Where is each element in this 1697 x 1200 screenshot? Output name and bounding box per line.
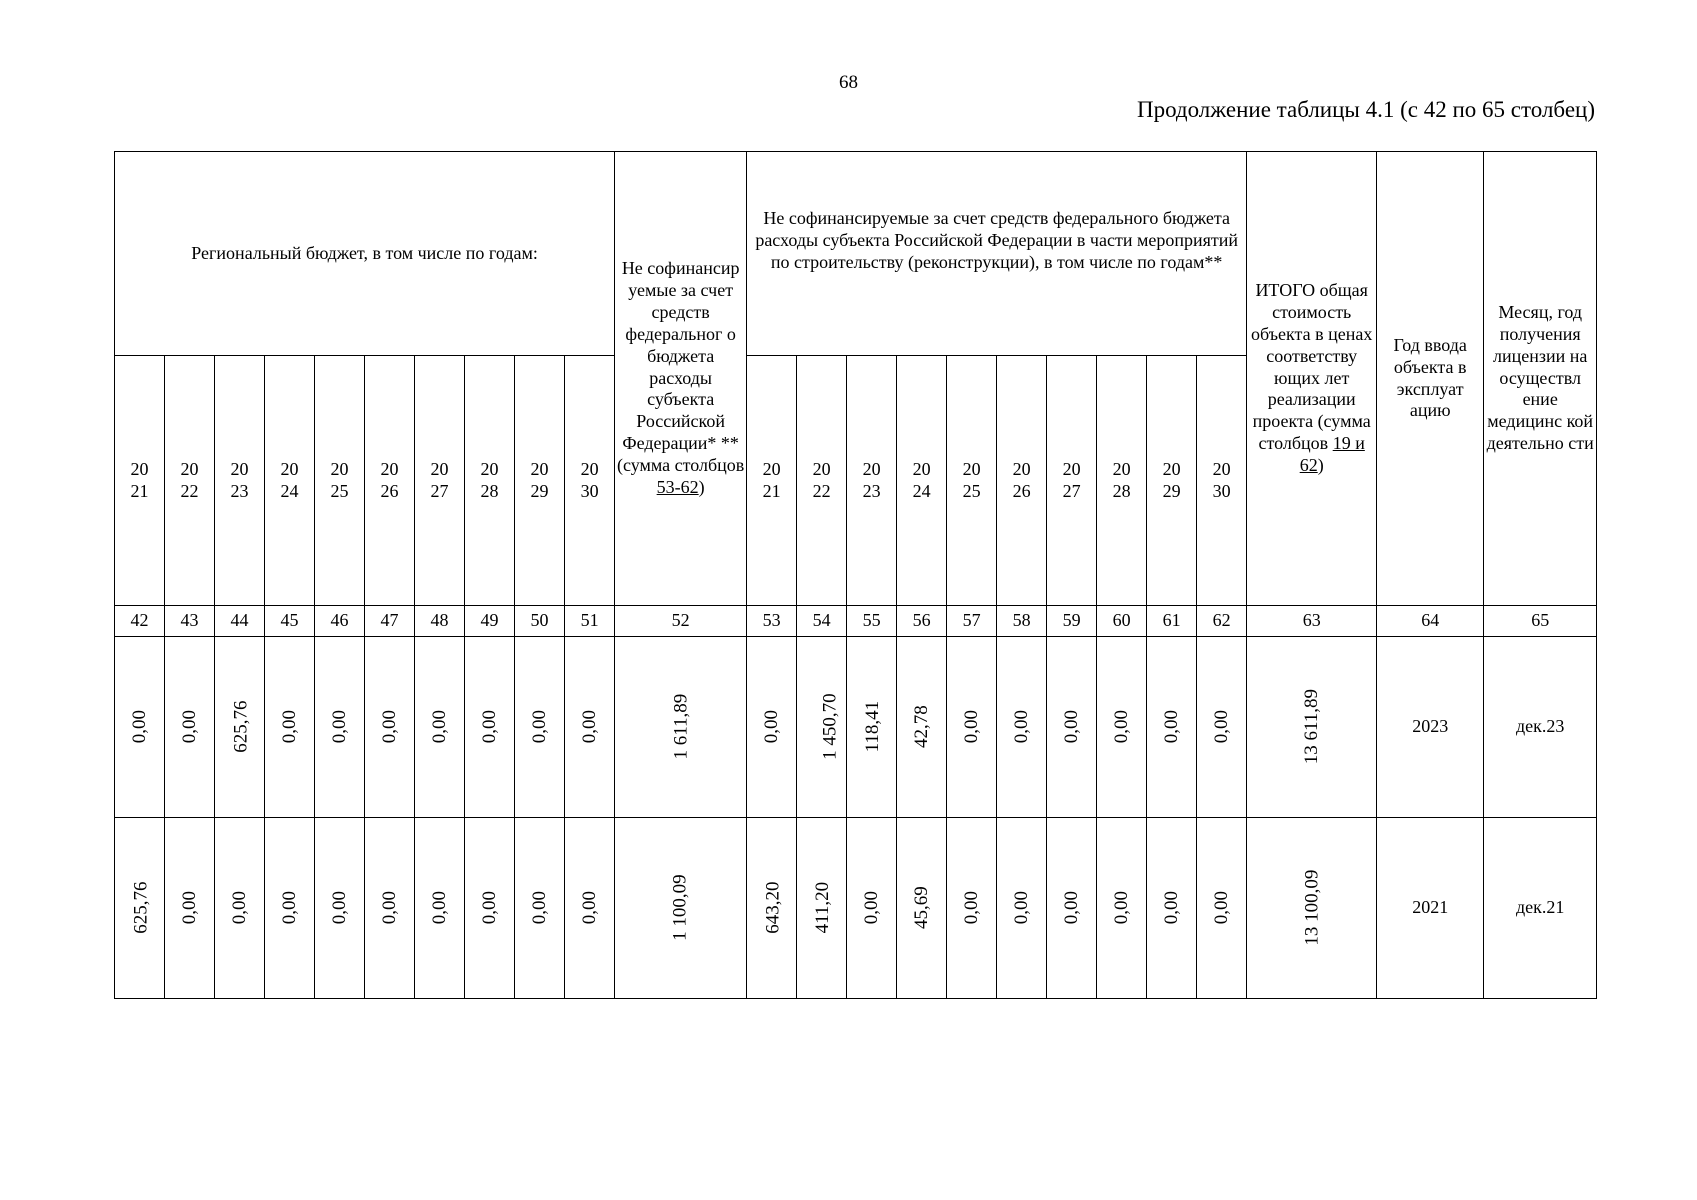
total-cost-header [1247, 152, 1377, 606]
regional-budget-cell-value: 0,00 [478, 891, 500, 925]
regional-budget-cell-value: 0,00 [128, 710, 150, 744]
not-cofinanced-year-cell [797, 637, 847, 818]
column-number-cell: 45 [265, 606, 315, 637]
not-cofinanced-year-cell [1097, 637, 1147, 818]
not-cofinanced-year-cell-value: 0,00 [761, 710, 783, 744]
year-header: 20 27 [1047, 356, 1097, 606]
year-header: 20 30 [565, 356, 615, 606]
not-cofinanced-year-cell-value: 0,00 [1061, 710, 1083, 744]
not-cofinanced-year-cell-value: 0,00 [1011, 710, 1033, 744]
regional-budget-cell [415, 637, 465, 818]
not-cofinanced-year-cell [897, 637, 947, 818]
regional-budget-cell-value: 0,00 [278, 710, 300, 744]
column-number-cell: 63 [1247, 606, 1377, 637]
column-number-cell: 62 [1197, 606, 1247, 637]
header-row-groups [115, 152, 1597, 356]
column-number-cell: 43 [165, 606, 215, 637]
column-number-cell: 65 [1484, 606, 1597, 637]
regional-budget-cell-value: 0,00 [228, 891, 250, 925]
column-number-cell: 64 [1377, 606, 1484, 637]
year-header: 20 23 [847, 356, 897, 606]
not-cofinanced-year-cell [997, 818, 1047, 999]
not-cofinanced-year-cell [797, 818, 847, 999]
regional-budget-cell-value: 0,00 [578, 710, 600, 744]
year-header: 20 28 [1097, 356, 1147, 606]
regional-budget-cell-value: 0,00 [178, 891, 200, 925]
column-number-cell: 53 [747, 606, 797, 637]
column-number-cell: 61 [1147, 606, 1197, 637]
license-date-header: Месяц, год получения лицензии на осуществл ение медицинс кой деятельно сти [1484, 152, 1597, 606]
regional-budget-cell [515, 637, 565, 818]
not-cofinanced-year-cell [847, 637, 897, 818]
column-number-cell: 50 [515, 606, 565, 637]
regional-budget-cell [365, 637, 415, 818]
regional-budget-cell-value: 0,00 [428, 891, 450, 925]
not-cofinanced-year-cell-value: 45,69 [911, 886, 933, 930]
not-cofinanced-sum-cell-value: 1 100,09 [670, 874, 692, 942]
column-numbers-row [115, 606, 1597, 637]
column-number-cell: 59 [1047, 606, 1097, 637]
not-cofinanced-year-cell-value: 0,00 [1111, 710, 1133, 744]
not-cofinanced-columns-ref: 53-62 [656, 477, 699, 498]
not-cofinanced-year-cell [1147, 818, 1197, 999]
regional-budget-cell [465, 637, 515, 818]
year-header: 20 28 [465, 356, 515, 606]
column-number-cell: 57 [947, 606, 997, 637]
column-number-cell: 42 [115, 606, 165, 637]
year-header: 20 30 [1197, 356, 1247, 606]
column-number-cell: 60 [1097, 606, 1147, 637]
regional-budget-cell-value: 0,00 [578, 891, 600, 925]
column-number-cell: 54 [797, 606, 847, 637]
regional-budget-cell-value: 0,00 [278, 891, 300, 925]
total-cost-cell-value: 13 100,09 [1301, 869, 1323, 946]
regional-budget-cell [265, 818, 315, 999]
regional-budget-cell-value: 625,76 [230, 700, 252, 754]
not-cofinanced-year-cell-value: 0,00 [961, 891, 983, 925]
regional-budget-cell-value: 625,76 [130, 881, 152, 935]
not-cofinanced-year-cell [1047, 637, 1097, 818]
not-cofinanced-year-cell-value: 0,00 [1061, 891, 1083, 925]
regional-budget-cell [565, 637, 615, 818]
regional-budget-header: Региональный бюджет, в том числе по годам: [115, 152, 615, 356]
not-cofinanced-year-cell-value: 1 450,70 [819, 693, 841, 761]
year-header: 20 29 [515, 356, 565, 606]
column-number-cell: 46 [315, 606, 365, 637]
not-cofinanced-years-header: Не софинансируемые за счет средств федерального бюджета расходы субъекта Российской Федерации в части мероприятий по строительству (реконструкции), в том числе по годам** [747, 152, 1247, 356]
regional-budget-cell-value: 0,00 [528, 710, 550, 744]
not-cofinanced-year-cell-value: 42,78 [911, 705, 933, 749]
regional-budget-cell [165, 818, 215, 999]
total-cost-cell [1247, 818, 1377, 999]
total-cost-columns-ref: 19 и 62 [1299, 433, 1365, 476]
not-cofinanced-year-cell [947, 818, 997, 999]
column-number-cell: 56 [897, 606, 947, 637]
year-header: 20 22 [165, 356, 215, 606]
not-cofinanced-year-cell-value: 643,20 [762, 881, 784, 935]
year-header: 20 21 [747, 356, 797, 606]
not-cofinanced-year-cell-value: 0,00 [1211, 891, 1233, 925]
not-cofinanced-year-cell [847, 818, 897, 999]
regional-budget-cell [265, 637, 315, 818]
not-cofinanced-year-cell-value: 0,00 [1161, 891, 1183, 925]
not-cofinanced-year-cell-value: 0,00 [1161, 710, 1183, 744]
regional-budget-cell-value: 0,00 [528, 891, 550, 925]
data-row [115, 637, 1597, 818]
not-cofinanced-sum-text: Не софинансир уемые за счет средств федеральног о бюджета расходы субъекта Российской Федерации* ** (сумма столбцов [616, 257, 745, 476]
regional-budget-cell-value: 0,00 [178, 710, 200, 744]
total-cost-cell-value: 13 611,89 [1301, 689, 1323, 765]
not-cofinanced-year-cell [1147, 637, 1197, 818]
not-cofinanced-close-paren: ) [698, 477, 705, 498]
regional-budget-cell-value: 0,00 [478, 710, 500, 744]
page-number: 68 [839, 72, 858, 93]
column-number-cell: 48 [415, 606, 465, 637]
column-number-cell: 51 [565, 606, 615, 637]
not-cofinanced-year-cell [1047, 818, 1097, 999]
budget-table [114, 151, 1597, 999]
not-cofinanced-year-cell [1097, 818, 1147, 999]
license-date-cell: дек.23 [1484, 637, 1597, 818]
column-number-cell: 52 [615, 606, 747, 637]
column-number-cell: 49 [465, 606, 515, 637]
regional-budget-cell [115, 637, 165, 818]
not-cofinanced-year-cell-value: 411,20 [812, 882, 834, 934]
regional-budget-cell-value: 0,00 [328, 710, 350, 744]
data-row [115, 818, 1597, 999]
not-cofinanced-sum-header [615, 152, 747, 606]
regional-budget-cell [115, 818, 165, 999]
not-cofinanced-sum-cell-value: 1 611,89 [670, 694, 692, 760]
commission-year-cell: 2023 [1377, 637, 1484, 818]
not-cofinanced-year-cell [1197, 818, 1247, 999]
not-cofinanced-year-cell [897, 818, 947, 999]
year-header: 20 26 [365, 356, 415, 606]
year-header: 20 29 [1147, 356, 1197, 606]
commission-year-header: Год ввода объекта в эксплуат ацию [1377, 152, 1484, 606]
total-cost-text: ИТОГО общая стоимость объекта в ценах соответству ющих лет реализации проекта (сумма столбцов [1251, 279, 1373, 454]
not-cofinanced-year-cell-value: 0,00 [961, 710, 983, 744]
regional-budget-cell [365, 818, 415, 999]
year-header: 20 26 [997, 356, 1047, 606]
regional-budget-cell-value: 0,00 [378, 710, 400, 744]
regional-budget-cell-value: 0,00 [328, 891, 350, 925]
column-number-cell: 44 [215, 606, 265, 637]
year-header: 20 21 [115, 356, 165, 606]
column-number-cell: 58 [997, 606, 1047, 637]
commission-year-cell: 2021 [1377, 818, 1484, 999]
year-header: 20 22 [797, 356, 847, 606]
not-cofinanced-year-cell [947, 637, 997, 818]
total-cost-close-paren: ) [1317, 455, 1324, 476]
not-cofinanced-year-cell [997, 637, 1047, 818]
year-header: 20 23 [215, 356, 265, 606]
regional-budget-cell [215, 818, 265, 999]
table-caption: Продолжение таблицы 4.1 (с 42 по 65 столбец) [1136, 97, 1595, 122]
year-header: 20 24 [897, 356, 947, 606]
year-header: 20 25 [315, 356, 365, 606]
regional-budget-cell [515, 818, 565, 999]
regional-budget-cell [315, 637, 365, 818]
year-header: 20 25 [947, 356, 997, 606]
not-cofinanced-year-cell-value: 0,00 [1111, 891, 1133, 925]
total-cost-cell [1247, 637, 1377, 818]
regional-budget-cell [165, 637, 215, 818]
column-number-cell: 55 [847, 606, 897, 637]
not-cofinanced-year-cell-value: 0,00 [1211, 710, 1233, 744]
regional-budget-cell [465, 818, 515, 999]
regional-budget-cell [215, 637, 265, 818]
year-header: 20 24 [265, 356, 315, 606]
year-header: 20 27 [415, 356, 465, 606]
not-cofinanced-year-cell-value: 118,41 [862, 701, 884, 753]
regional-budget-cell [315, 818, 365, 999]
not-cofinanced-sum-cell [615, 637, 747, 818]
not-cofinanced-year-cell [1197, 637, 1247, 818]
regional-budget-cell [415, 818, 465, 999]
not-cofinanced-sum-cell [615, 818, 747, 999]
regional-budget-cell-value: 0,00 [378, 891, 400, 925]
regional-budget-cell-value: 0,00 [428, 710, 450, 744]
not-cofinanced-year-cell [747, 818, 797, 999]
not-cofinanced-year-cell [747, 637, 797, 818]
license-date-cell: дек.21 [1484, 818, 1597, 999]
not-cofinanced-year-cell-value: 0,00 [861, 891, 883, 925]
column-number-cell: 47 [365, 606, 415, 637]
not-cofinanced-year-cell-value: 0,00 [1011, 891, 1033, 925]
regional-budget-cell [565, 818, 615, 999]
